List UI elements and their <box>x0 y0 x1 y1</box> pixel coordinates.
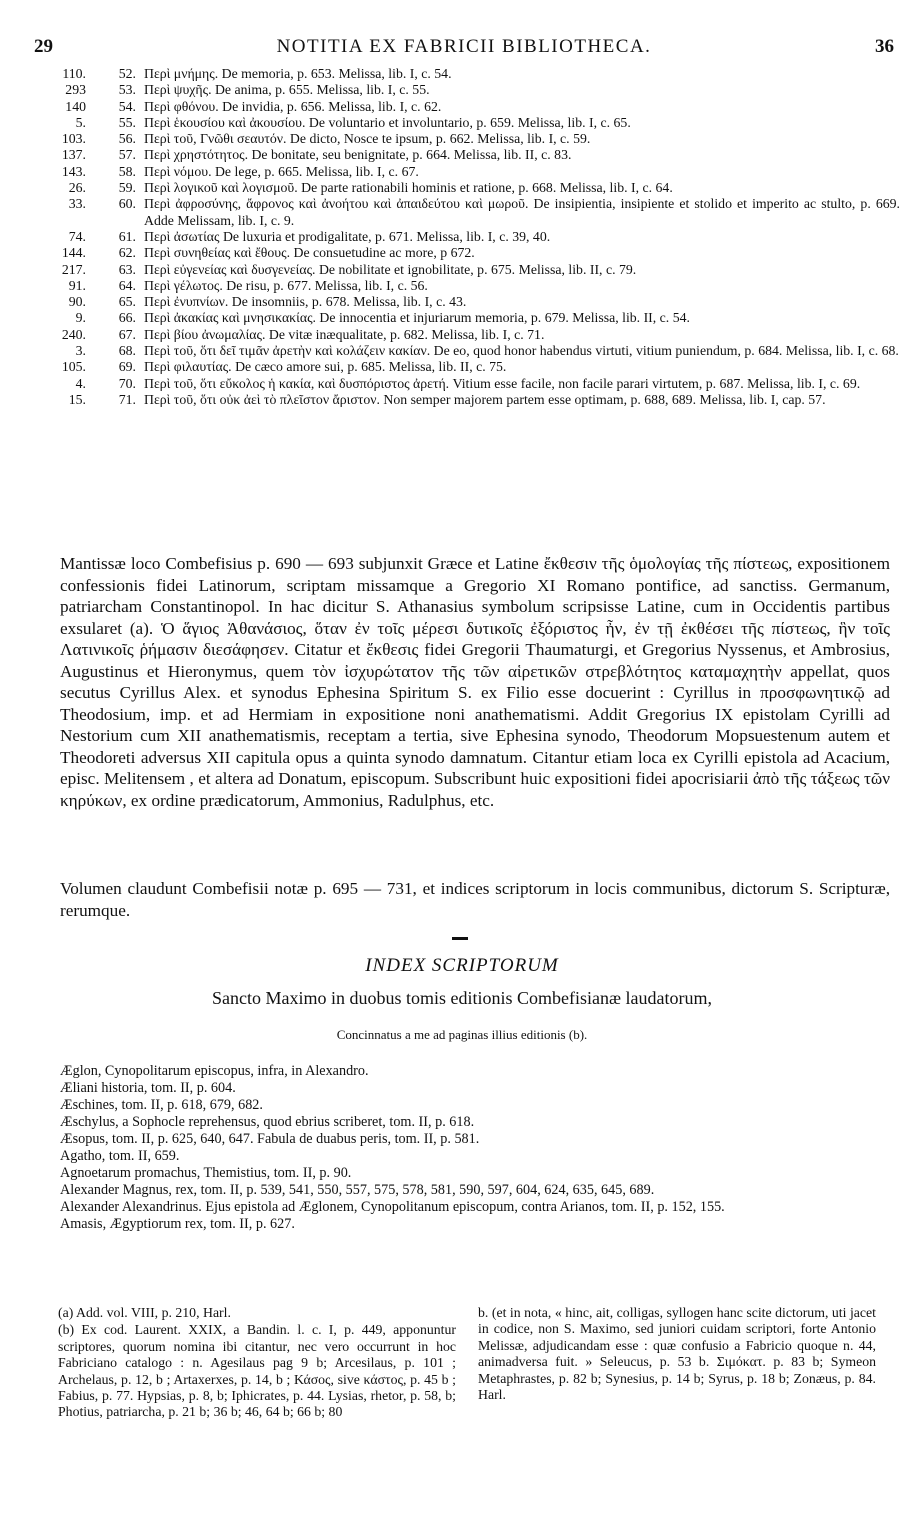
chapter-row <box>40 180 900 196</box>
index-entry: Æliani historia, tom. II, p. 604. <box>60 1080 236 1096</box>
index-note: Concinnatus a me ad paginas illius editionis (b). <box>336 1027 588 1042</box>
chapter-number: 71. <box>118 391 136 407</box>
chapter-text: Περὶ ἑκουσίου καὶ ἀκουσίου. De voluntario et involuntario, p. 659. Melissa, lib. I, c. 65. <box>144 114 631 130</box>
chapter-number: 53. <box>118 82 136 98</box>
chapter-row <box>40 82 900 98</box>
chapter-row <box>40 392 900 408</box>
chapter-row <box>40 164 900 180</box>
index-subtitle: Sancto Maximo in duobus tomis editionis Combefisianæ laudatorum, <box>212 988 712 1008</box>
chapter-row <box>40 343 900 359</box>
section-separator <box>452 937 468 940</box>
chapter-number: 61. <box>118 228 136 244</box>
chapter-row <box>40 310 900 326</box>
chapter-number: 60. <box>118 196 136 212</box>
chapter-text: Περὶ ἀφροσύνης, ἄφρονος καὶ ἀνοήτου καὶ ἀπαιδεύτου καὶ μωροῦ. De insipientia, insipiente et stolido et imperito ac stulto, p. 669. Adde Melissam, lib. I, c. 9. <box>144 196 900 228</box>
volumen-paragraph: Volumen claudunt Combefisii notæ p. 695 — 731, et indices scriptorum in locis communibus, dictorum S. Scripturæ, rerumque. <box>60 879 890 920</box>
chapter-ref: 9. <box>75 310 86 326</box>
chapter-number: 64. <box>118 277 136 293</box>
chapter-number: 68. <box>118 343 136 359</box>
chapter-text: Περὶ χρηστότητος. De bonitate, seu benignitate, p. 664. Melissa, lib. II, c. 83. <box>144 147 572 163</box>
footnote: b. (et in nota, « hinc, ait, colligas, syllogen hanc scite dictorum, uti jacet in codice, non S. Maximo, sed juniori cuidam scriptori, forte Antonio Melissæ, adjudicandam esse : quæ confusio a Fabricio quoque n. 44, animadversa fuit. » Seleucus, p. 53 b. Σιμόκατ. p. 83 b; Symeon Metaphrastes, p. 82 b; Synesius, p. 14 b; Syrus, p. 18 b; Zonæus, p. 84. Harl. <box>478 1305 876 1403</box>
index-entry: Amasis, Ægyptiorum rex, tom. II, p. 627. <box>60 1216 295 1232</box>
chapter-ref: 33. <box>68 196 86 212</box>
chapter-number: 66. <box>118 310 136 326</box>
chapter-row <box>40 115 900 131</box>
chapter-number: 54. <box>118 98 136 114</box>
chapter-text: Περὶ συνηθείας καὶ ἔθους. De consuetudine ac more, p 672. <box>144 245 475 261</box>
chapter-ref: 26. <box>68 180 86 196</box>
chapter-row <box>40 294 900 310</box>
chapter-ref: 90. <box>68 294 86 310</box>
chapter-row <box>40 196 900 229</box>
chapter-row <box>40 262 900 278</box>
chapter-text: Περὶ φιλαυτίας. De cæco amore sui, p. 685. Melissa, lib. II, c. 75. <box>144 359 507 375</box>
chapter-text: Περὶ νόμου. De lege, p. 665. Melissa, lib. I, c. 67. <box>144 163 419 179</box>
chapter-row <box>40 147 900 163</box>
chapter-number: 57. <box>118 147 136 163</box>
chapter-text: Περὶ βίου ἀνωμαλίας. De vitæ inæqualitate, p. 682. Melissa, lib. I, c. 71. <box>144 326 545 342</box>
index-entry: Alexander Alexandrinus. Ejus epistola ad Æglonem, Cynopolitanum episcopum, contra Arianos, tom. II, p. 152, 155. <box>60 1199 725 1215</box>
chapter-ref: 293 <box>65 82 86 98</box>
chapter-list <box>40 66 900 408</box>
chapter-text: Περὶ τοῦ, ὅτι εὔκολος ἡ κακία, καὶ δυσπόριστος ἀρετή. Vitium esse facile, non facile parari virtutem, p. 687. Melissa, lib. I, c. 69. <box>144 375 861 391</box>
index-entry: Alexander Magnus, rex, tom. II, p. 539, 541, 550, 557, 575, 578, 581, 590, 597, 604, 624, 635, 645, 689. <box>60 1182 655 1198</box>
index-entry: Æschines, tom. II, p. 618, 679, 682. <box>60 1097 263 1113</box>
chapter-row <box>40 359 900 375</box>
chapter-number: 67. <box>118 326 136 342</box>
chapter-ref: 110. <box>62 66 86 81</box>
chapter-ref: 4. <box>75 375 86 391</box>
chapter-text: Περὶ γέλωτος. De risu, p. 677. Melissa, lib. I, c. 56. <box>144 277 428 293</box>
chapter-number: 58. <box>118 163 136 179</box>
footnote: (b) Ex cod. Laurent. XXIX, a Bandin. l. c. I, p. 449, apponuntur scriptores, quorum nomina ibi citantur, nec vero occurrunt in hoc Fabriciano catalogo : n. Agesilaus pag 9 b; Arcesilaus, p. 101 ; Archelaus, p. 12, b ; Artaxerxes, p. 14, b ; Κάσος, sive κάστος, p. 45 b ; Fabius, p. 77. Hypsias, p. 8, b; Iphicrates, p. 44. Lysias, rhetor, p. 58, b; Photius, patriarcha, p. 21 b; 36 b; 46, 64 b; 66 b; 80 <box>58 1322 456 1420</box>
index-entry: Æsopus, tom. II, p. 625, 640, 647. Fabula de duabus peris, tom. II, p. 581. <box>60 1131 480 1147</box>
chapter-number: 62. <box>118 245 136 261</box>
chapter-number: 65. <box>118 294 136 310</box>
chapter-text: Περὶ ψυχῆς. De anima, p. 655. Melissa, lib. I, c. 55. <box>144 82 430 98</box>
chapter-row <box>40 229 900 245</box>
chapter-text: Περὶ λογικοῦ καὶ λογισμοῦ. De parte rationabili hominis et ratione, p. 668. Melissa, lib. I, c. 64. <box>144 180 673 196</box>
chapter-text: Περὶ φθόνου. De invidia, p. 656. Melissa, lib. I, c. 62. <box>144 98 442 114</box>
chapter-ref: 217. <box>61 261 86 277</box>
chapter-row <box>40 327 900 343</box>
page-number-left: 29 <box>34 36 53 57</box>
index-entry: Agatho, tom. II, 659. <box>60 1148 180 1164</box>
chapter-ref: 5. <box>75 114 86 130</box>
chapter-text: Περὶ τοῦ, Γνῶθι σεαυτόν. De dicto, Nosce te ipsum, p. 662. Melissa, lib. I, c. 59. <box>144 131 591 147</box>
index-title: INDEX SCRIPTORUM <box>365 955 559 976</box>
chapter-row <box>40 278 900 294</box>
chapter-text: Περὶ τοῦ, ὅτι οὐκ ἀεὶ τὸ πλεῖστον ἄριστον. Non semper majorem partem esse optimam, p. 688, 689. Melissa, lib. I, cap. 57. <box>144 391 826 407</box>
chapter-text: Περὶ εὐγενείας καὶ δυσγενείας. De nobilitate et ignobilitate, p. 675. Melissa, lib. II, c. 79. <box>144 261 637 277</box>
chapter-number: 63. <box>118 261 136 277</box>
footnote: (a) Add. vol. VIII, p. 210, Harl. <box>58 1305 231 1320</box>
chapter-ref: 143. <box>61 163 86 179</box>
chapter-text: Περὶ ἀσωτίας De luxuria et prodigalitate, p. 671. Melissa, lib. I, c. 39, 40. <box>144 228 551 244</box>
footnotes-right-column <box>478 1305 876 1404</box>
chapter-ref: 3. <box>75 343 86 359</box>
chapter-number: 55. <box>118 114 136 130</box>
chapter-ref: 103. <box>61 131 86 147</box>
chapter-number: 69. <box>118 359 136 375</box>
chapter-text: Περὶ ἀκακίας καὶ μνησικακίας. De innocentia et injuriarum memoria, p. 679. Melissa, lib. II, c. 54. <box>144 310 690 326</box>
index-entry: Æglon, Cynopolitarum episcopus, infra, in Alexandro. <box>60 1063 369 1079</box>
chapter-ref: 74. <box>68 228 86 244</box>
index-entry: Æschylus, a Sophocle reprehensus, quod ebrius scriberet, tom. II, p. 618. <box>60 1114 475 1130</box>
mantissa-paragraph: Mantissæ loco Combefisius p. 690 — 693 subjunxit Græce et Latine ἔκθεσιν τῆς ὁμολογίας τῆς πίστεως, expositionem confessionis fidei Latinorum, scriptam missamque a Gregorio XI Romano pontifice, ad sanctiss. Germanum, patriarcham Constantinopol. In hac dicitur S. Athanasius symbolum scripsisse Latine, cum in Occidentis partibus exsularet (a). Ὁ ἅγιος Ἀθανάσιος, ὅταν ἐν τοῖς μέρεσι δυτικοῖς ἐξόριστος ἦν, ἐν τῇ ἐκθέσει τῆς πίστεως, ἣν τοῖς Λατινικοῖς ῥήμασιν διεσάφησεν. Citatur et ἔκθεσις fidei Gregorii Thaumaturgi, et Gregorius Nyssenus, et Ambrosius, Augustinus et Hieronymus, quem τὸν ἰσχυρώτατον τῆς τῶν αἱρετικῶν στρεβλότητος καταμαχητὴν appellat, quos secutus Cyrillus Alex. et synodus Ephesina Spiritum S. ex Filio esse docuerint : Cyrillus in προσφωνητικῷ ad Theodosium, imp. et ad Hermiam in expositione noni anathematismi. Addit Gregorius IX epistolam Cyrilli ad Nestorium cum XII anathematismis, receptam a tertia, sive Ephesina synodo, Theodorum Mopsuestenum autem et Theodoreti adversus XII capitula opus a quinta synodo damnatum. Citantur etiam loca ex Cyrilli epistola ad Acacium, episc. Melitensem , et altera ad Donatum, episcopum. Subscribunt huic expositioni fidei apocrisiarii ἀπὸ τῆς τάξεως τῶν κηρύκων, ex ordine prædicatorum, Ammonius, Radulphus, etc. <box>60 554 890 810</box>
chapter-number: 56. <box>118 131 136 147</box>
page-number-right: 36 <box>875 36 894 57</box>
chapter-text: Περὶ ἐνυπνίων. De insomniis, p. 678. Melissa, lib. I, c. 43. <box>144 294 467 310</box>
chapter-text: Περὶ μνήμης. De memoria, p. 653. Melissa, lib. I, c. 54. <box>144 66 452 81</box>
chapter-row <box>40 131 900 147</box>
chapter-row <box>40 245 900 261</box>
chapter-ref: 91. <box>68 277 86 293</box>
chapter-row <box>40 376 900 392</box>
chapter-row <box>40 66 900 82</box>
chapter-text: Περὶ τοῦ, ὅτι δεῖ τιμᾶν ἀρετὴν καὶ κολάζειν κακίαν. De eo, quod honor habendus virtuti, vitium puniendum, p. 684. Melissa, lib. I, c. 68. <box>144 343 899 359</box>
chapter-ref: 240. <box>61 326 86 342</box>
chapter-ref: 15. <box>68 391 86 407</box>
page-title: NOTITIA EX FABRICII BIBLIOTHECA. <box>276 36 652 57</box>
chapter-number: 52. <box>118 66 136 81</box>
chapter-ref: 137. <box>61 147 86 163</box>
running-head <box>34 36 894 64</box>
index-list <box>52 1063 892 1233</box>
chapter-ref: 140 <box>65 98 86 114</box>
footnotes-left-column <box>58 1305 456 1422</box>
chapter-number: 59. <box>118 180 136 196</box>
chapter-ref: 144. <box>61 245 86 261</box>
chapter-ref: 105. <box>61 359 86 375</box>
chapter-row <box>40 99 900 115</box>
index-entry: Agnoetarum promachus, Themistius, tom. II, p. 90. <box>60 1165 352 1181</box>
chapter-number: 70. <box>118 375 136 391</box>
